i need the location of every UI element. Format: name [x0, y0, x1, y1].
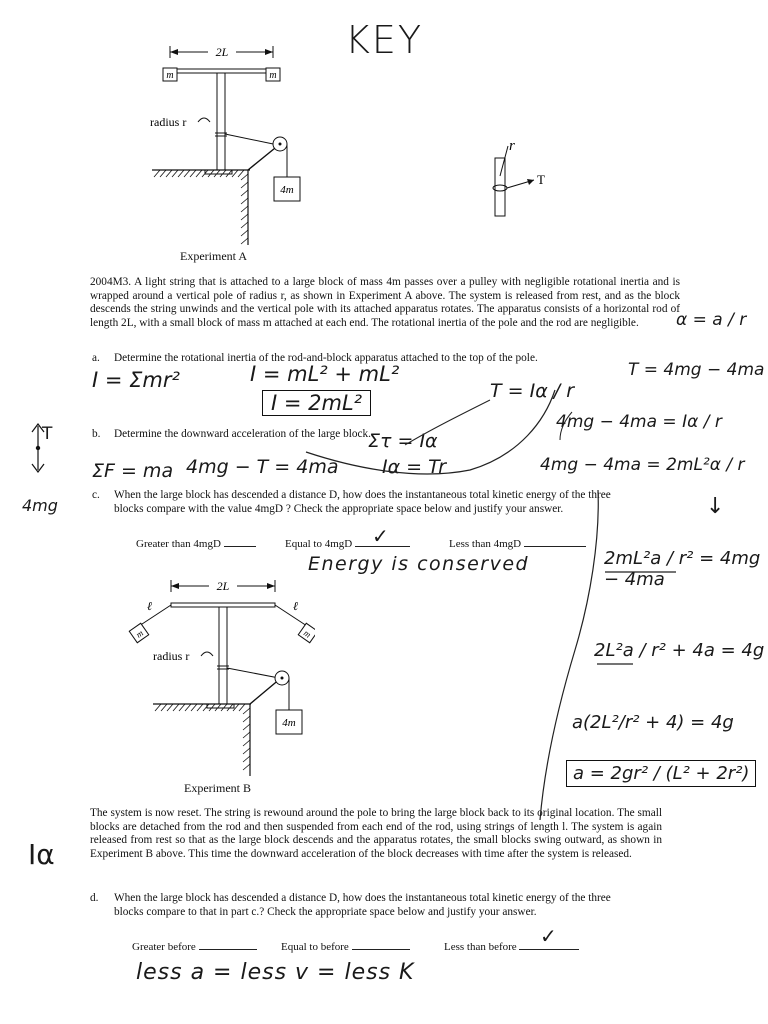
horizontal-rod-b [171, 603, 275, 607]
hw-arrow-down: ↓ [706, 494, 725, 519]
mass-label-left: m [166, 70, 174, 81]
hw-tension: T = 4mg − 4ma [628, 360, 765, 380]
part-b-letter: b. [92, 428, 101, 440]
string-label-left: ℓ [147, 599, 152, 613]
check-d-less: ✓ [540, 924, 557, 948]
option-c-less-label: Less than 4mgD [449, 538, 522, 550]
hw-step3: a(2L²/r² + 4) = 4g [572, 712, 734, 733]
mass-label-4m-b: 4m [282, 717, 296, 729]
margin-mark: Iα [28, 838, 55, 871]
hw-sub2: 4mg − 4ma = 2mL²α / r [540, 455, 745, 475]
sketch-t-label: T [537, 172, 545, 187]
check-c-equal: ✓ [372, 524, 389, 548]
fbd-t-label: T [42, 424, 53, 444]
hw-a-line1: I = Σmr² [92, 368, 180, 392]
part-d-letter: d. [90, 892, 99, 904]
part-c-question: When the large block has descended a distance D, how does the instantaneous total kinetic energy of the three blocks compare with the value 4mgD ? Check the appropriate space below and justify your answer. [114, 489, 611, 515]
caption-experiment-a: Experiment A [180, 249, 247, 263]
option-d-less[interactable] [444, 939, 579, 953]
mass-label-b-right: m [301, 627, 313, 640]
hw-b-force: ΣF = ma [92, 460, 174, 482]
part-d-question: When the large block has descended a distance D, how does the instantaneous total kinetic energy of the three blocks compare to that in part c.? Check the appropriate space below and justify your answer. [114, 892, 611, 918]
option-d-less-label: Less than before [444, 941, 517, 953]
part-a-question: Determine the rotational inertia of the rod-and-block apparatus attached to the top of the pole. [114, 352, 538, 364]
option-d-equal[interactable] [281, 939, 410, 953]
hw-a-boxed: I = 2mL² [262, 390, 371, 416]
string-label-right: ℓ [293, 599, 298, 613]
key-mark: KEY [345, 18, 424, 62]
sketch-r-label: r [509, 140, 515, 154]
hw-step1: 2mL²a / r² = 4mg − 4ma [604, 548, 761, 590]
dimension-label-2l-b: 2L [216, 579, 230, 593]
fbd-4mg-label: 4mg [22, 496, 58, 515]
hw-tau: Στ = Iα [368, 430, 438, 452]
hw-torque: T = Iα / r [490, 380, 575, 402]
blank-d-greater[interactable] [199, 939, 257, 950]
hw-energy: Energy is conserved [308, 553, 530, 575]
option-d-greater-label: Greater before [132, 941, 196, 953]
mass-label-right: m [269, 70, 277, 81]
part-d-intro: The system is now reset. The string is rewound around the pole to bring the large block back to its original location. The small blocks are detached from the rod and then suspended from each end of the rod, using strings of length l. The system is again released from rest so that as the large block descends and the apparatus rotates, the small blocks swing outward, as shown in Experiment B above. This time the downward acceleration of the block decreases with time after the system is released. [90, 807, 662, 861]
mass-label-4m: 4m [280, 184, 294, 196]
option-d-greater[interactable] [132, 939, 257, 953]
option-d-equal-label: Equal to before [281, 941, 349, 953]
vertical-pole-b [219, 607, 227, 704]
part-b-question: Determine the downward acceleration of the large block. [114, 428, 371, 440]
radius-label-b: radius r [153, 649, 190, 663]
caption-experiment-b: Experiment B [184, 781, 251, 795]
figure-experiment-b [125, 576, 315, 791]
hw-a-line2: I = mL² + mL² [250, 362, 400, 386]
part-a-letter: a. [92, 352, 100, 364]
hw-sub1: 4mg − 4ma = Iα / r [556, 412, 722, 432]
mass-label-b-left: m [134, 627, 146, 640]
hw-ialpha: Iα = Tr [382, 456, 447, 478]
hw-d-answer: less a = less v = less K [136, 960, 415, 985]
option-c-greater-label: Greater than 4mgD [136, 538, 221, 550]
radius-label: radius r [150, 115, 187, 129]
alpha-note: α = a / r [676, 310, 747, 330]
hw-b-eq: 4mg − T = 4ma [186, 456, 339, 478]
hw-answer: a = 2gr² / (L² + 2r²) [566, 760, 756, 787]
hw-step2: 2L²a / r² + 4a = 4g [594, 640, 765, 661]
problem-intro: 2004M3. A light string that is attached to a large block of mass 4m passes over a pulley with negligible rotational inertia and is wrapped around a vertical pole of radius r, as shown in Experiment A above. The system is released from rest, and as the block descends the string unwinds and the vertical pole with its attached apparatus rotates. The apparatus consists of a horizontal rod of length 2L, with a small block of mass m attached at each end. The rotational inertia of the pole and the rod are negligible. [90, 276, 680, 330]
part-c-letter: c. [92, 489, 100, 501]
blank-d-equal[interactable] [352, 939, 410, 950]
option-c-equal-label: Equal to 4mgD [285, 538, 353, 550]
dimension-label-2l: 2L [215, 45, 229, 59]
